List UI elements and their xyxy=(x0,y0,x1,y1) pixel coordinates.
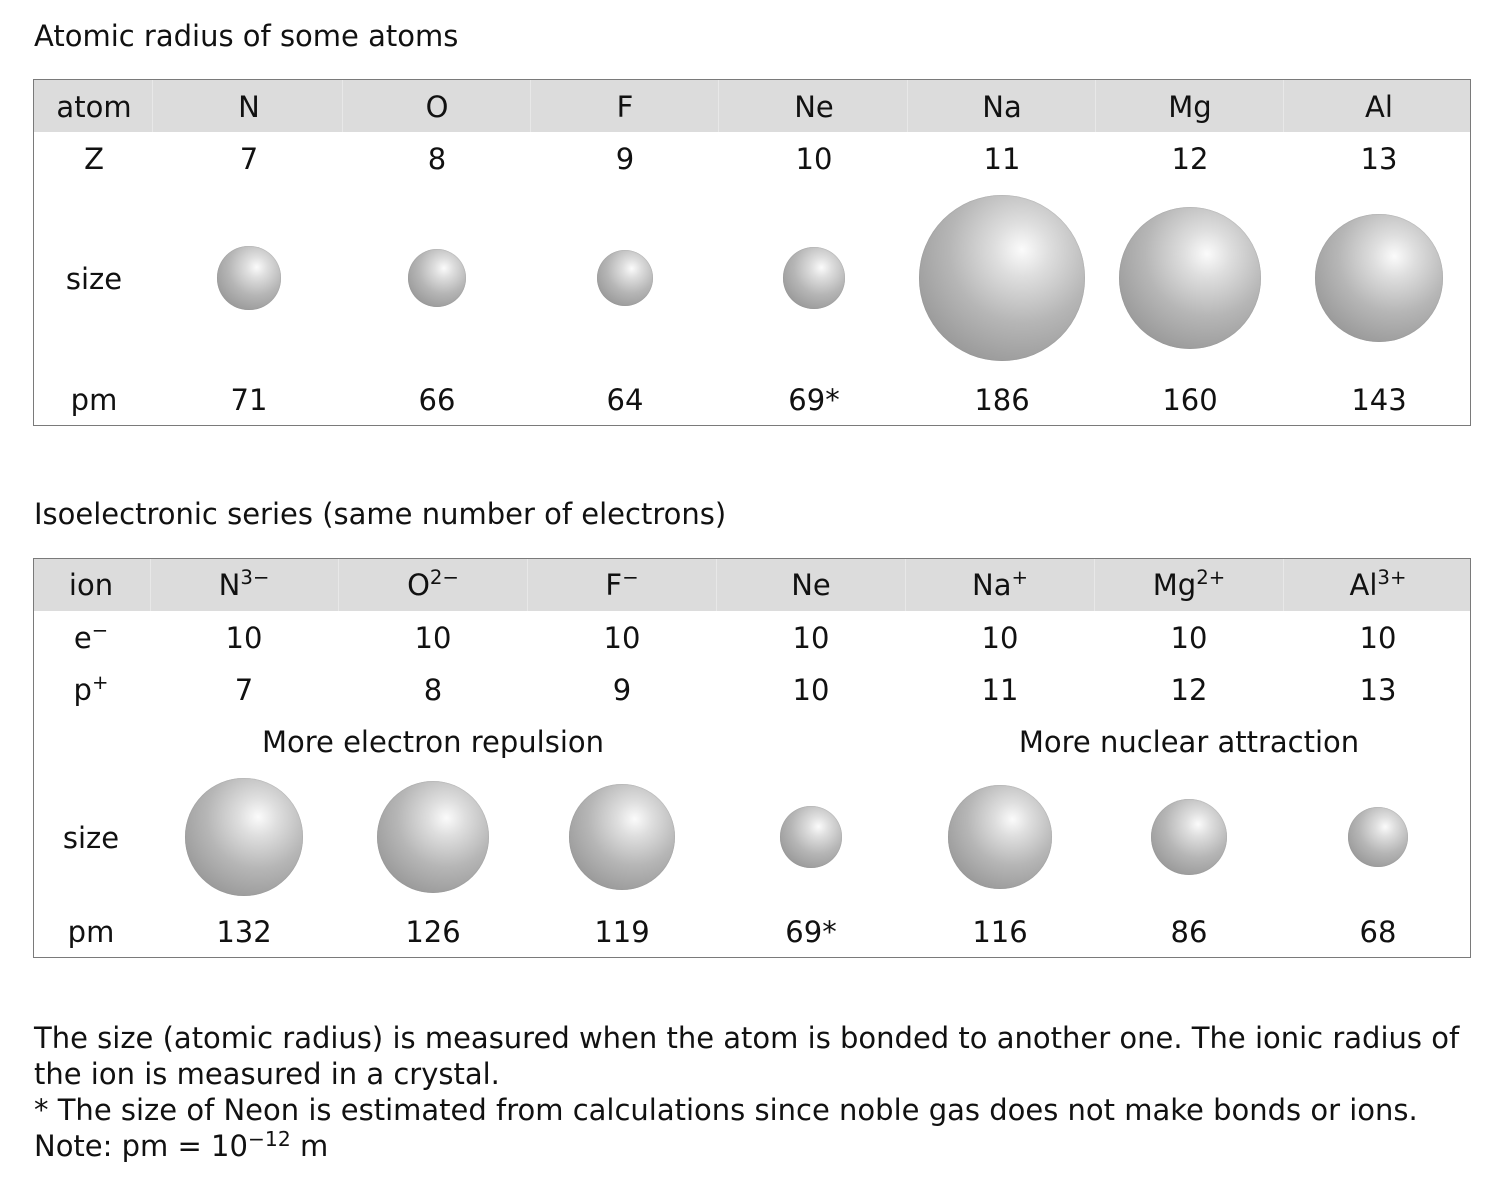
table2-ion-symbol xyxy=(1350,568,1407,606)
atom-sphere xyxy=(919,195,1085,361)
table1-row-label-size: size xyxy=(65,262,123,296)
ion-charge: 2+ xyxy=(1196,566,1226,590)
ion-charge: 3+ xyxy=(1377,566,1407,590)
table1-z-value: 9 xyxy=(615,142,635,176)
note-pm-prefix: Note: pm = 10 xyxy=(34,1129,248,1163)
ion-charge: − xyxy=(622,566,639,590)
header-separator xyxy=(527,559,528,611)
ion-sphere xyxy=(185,778,302,895)
ion-sphere xyxy=(1151,799,1228,876)
note-pm-exponent: −12 xyxy=(247,1126,291,1151)
table2-ion-symbol xyxy=(605,568,638,606)
ion-charge: + xyxy=(1011,566,1028,590)
header-separator xyxy=(1095,80,1096,132)
table2-electron-count: 10 xyxy=(225,621,263,655)
atom-sphere xyxy=(597,250,654,307)
table2-ion-symbol xyxy=(972,568,1028,606)
table2-proton-count: 7 xyxy=(234,673,254,707)
table2-ion-symbol xyxy=(407,568,459,606)
table1-pm-value: 160 xyxy=(1162,383,1218,417)
header-separator xyxy=(152,80,153,132)
ion-charge: 2− xyxy=(429,566,459,590)
ion-base-symbol: O xyxy=(407,568,430,602)
table1-symbol: Al xyxy=(1365,90,1393,124)
table1-pm-value: 64 xyxy=(606,383,644,417)
electron-symbol: e xyxy=(73,621,92,655)
atom-sphere xyxy=(408,249,467,308)
isoelectronic-table xyxy=(33,558,1471,958)
table1-pm-value: 143 xyxy=(1351,383,1407,417)
table2-row-label-electrons xyxy=(74,621,108,659)
ion-charge: 3− xyxy=(240,566,270,590)
header-separator xyxy=(718,80,719,132)
ion-base-symbol: Mg xyxy=(1152,568,1197,602)
table2-title: Isoelectronic series (same number of electrons) xyxy=(34,497,727,531)
table2-electron-count: 10 xyxy=(603,621,641,655)
note-pm-suffix: m xyxy=(290,1129,329,1163)
header-separator xyxy=(1283,559,1284,611)
table1-z-value: 11 xyxy=(983,142,1021,176)
table2-pm-value: 126 xyxy=(405,915,461,949)
ion-sphere xyxy=(780,806,841,867)
header-separator xyxy=(342,80,343,132)
table2-ion-symbol xyxy=(791,568,831,602)
table2-electron-count: 10 xyxy=(1170,621,1208,655)
atom-sphere xyxy=(217,246,280,309)
table1-z-value: 8 xyxy=(427,142,447,176)
table2-proton-count: 9 xyxy=(612,673,632,707)
table1-symbol: Ne xyxy=(794,90,834,124)
table2-proton-count: 11 xyxy=(981,673,1019,707)
ion-sphere xyxy=(377,781,489,893)
table1-z-value: 12 xyxy=(1171,142,1209,176)
table1-z-value: 7 xyxy=(239,142,259,176)
atom-sphere xyxy=(783,247,844,308)
table1-z-value: 10 xyxy=(795,142,833,176)
table2-pm-value: 132 xyxy=(216,915,272,949)
table2-pm-value: 69* xyxy=(785,915,837,949)
header-separator xyxy=(716,559,717,611)
annotation-electron-repulsion: More electron repulsion xyxy=(261,725,605,759)
table1-pm-value: 66 xyxy=(418,383,456,417)
electron-charge: − xyxy=(91,619,109,643)
note-neon-estimate: * The size of Neon is estimated from calculations since noble gas does not make bonds or ions. xyxy=(34,1093,1418,1127)
table2-pm-value: 119 xyxy=(594,915,650,949)
table2-ion-symbol xyxy=(219,568,270,606)
proton-charge: + xyxy=(91,671,109,695)
table1-symbol: N xyxy=(238,90,260,124)
ion-sphere xyxy=(1348,807,1409,868)
ion-base-symbol: N xyxy=(218,568,241,602)
footnotes xyxy=(34,1020,1474,1167)
table1-row-label-z: Z xyxy=(84,142,104,176)
annotation-nuclear-attraction: More nuclear attraction xyxy=(1018,725,1360,759)
atomic-radius-table xyxy=(33,79,1471,426)
header-separator xyxy=(1283,80,1284,132)
header-separator xyxy=(1094,559,1095,611)
table2-pm-value: 86 xyxy=(1170,915,1208,949)
table2-proton-count: 12 xyxy=(1170,673,1208,707)
atom-sphere xyxy=(1119,207,1261,349)
ion-sphere xyxy=(948,785,1051,888)
table2-row-label-protons xyxy=(74,673,109,711)
table1-row-label-pm: pm xyxy=(70,383,118,417)
header-separator xyxy=(338,559,339,611)
table2-row-label-header: ion xyxy=(68,568,114,602)
table2-electron-count: 10 xyxy=(981,621,1019,655)
table1-symbol: Mg xyxy=(1168,90,1212,124)
header-separator xyxy=(907,80,908,132)
note-pm-unit xyxy=(34,1128,1474,1167)
atom-sphere xyxy=(1315,214,1442,341)
table2-electron-count: 10 xyxy=(792,621,830,655)
note-measurement: The size (atomic radius) is measured when the atom is bonded to another one. The ionic radius of the ion is measured in a crystal. xyxy=(34,1021,1460,1091)
header-separator xyxy=(150,559,151,611)
table2-ion-symbol xyxy=(1153,568,1225,606)
ion-base-symbol: F xyxy=(605,568,623,602)
table2-pm-value: 68 xyxy=(1359,915,1397,949)
table1-symbol: F xyxy=(616,90,634,124)
table2-row-label-pm: pm xyxy=(67,915,115,949)
table2-row-label-size: size xyxy=(62,821,120,855)
ion-sphere xyxy=(569,784,675,890)
table1-z-value: 13 xyxy=(1360,142,1398,176)
ion-base-symbol: Ne xyxy=(791,568,831,602)
ion-base-symbol: Al xyxy=(1349,568,1378,602)
table2-pm-value: 116 xyxy=(972,915,1028,949)
table2-electron-count: 10 xyxy=(414,621,452,655)
header-separator xyxy=(905,559,906,611)
proton-symbol: p xyxy=(73,673,92,707)
table2-proton-count: 13 xyxy=(1359,673,1397,707)
header-separator xyxy=(530,80,531,132)
table2-electron-count: 10 xyxy=(1359,621,1397,655)
table1-pm-value: 186 xyxy=(974,383,1030,417)
table1-symbol: Na xyxy=(982,90,1022,124)
table2-proton-count: 10 xyxy=(792,673,830,707)
table2-proton-count: 8 xyxy=(423,673,443,707)
table1-title: Atomic radius of some atoms xyxy=(34,19,459,53)
table1-pm-value: 71 xyxy=(230,383,268,417)
table1-row-label-header: atom xyxy=(56,90,132,124)
table1-symbol: O xyxy=(425,90,449,124)
table1-pm-value: 69* xyxy=(788,383,840,417)
ion-base-symbol: Na xyxy=(972,568,1012,602)
